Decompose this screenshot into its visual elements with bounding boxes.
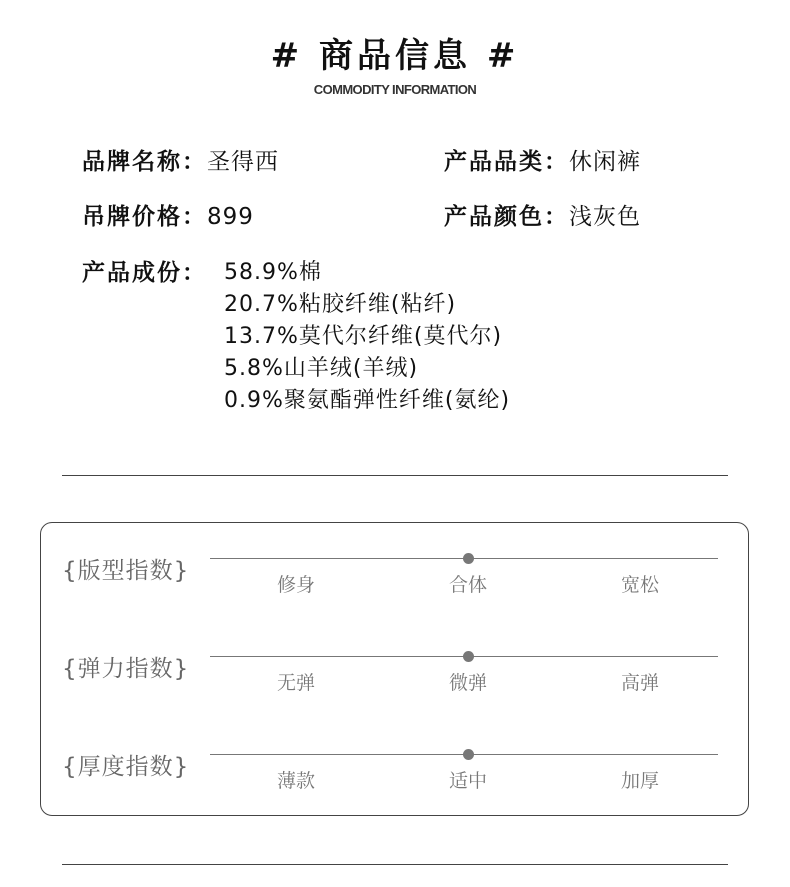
brand-value: 圣得西 (207, 149, 279, 175)
index-option: 微弹 (448, 672, 487, 694)
tag-price-label: 吊牌价格： (82, 204, 207, 230)
info-color (444, 201, 641, 233)
composition-item: 5.8%山羊绒(羊绒) (224, 356, 419, 381)
info-tag-price (82, 201, 254, 233)
index-option: 修身 (276, 574, 315, 596)
info-brand (82, 146, 279, 178)
category-value: 休闲裤 (569, 149, 641, 175)
index-option: 薄款 (276, 770, 315, 792)
tag-price-value: 899 (207, 204, 254, 230)
page-subtitle: COMMODITY INFORMATION (313, 82, 477, 97)
index-option: 无弹 (276, 672, 315, 694)
index-option: 宽松 (620, 574, 659, 596)
index-label-thickness: {厚度指数} (62, 754, 190, 780)
composition-item: 58.9%棉 (224, 260, 322, 285)
index-label-fit: {版型指数} (62, 558, 190, 584)
composition-item: 0.9%聚氨酯弹性纤维(氨纶) (224, 388, 511, 413)
color-label: 产品颜色： (444, 204, 569, 230)
index-option: 高弹 (620, 672, 659, 694)
index-marker-thickness (463, 749, 474, 760)
index-marker-elasticity (463, 651, 474, 662)
composition-item: 20.7%粘胶纤维(粘纤) (224, 292, 457, 317)
index-option: 合体 (448, 574, 487, 596)
info-category (444, 146, 641, 178)
composition-label: 产品成份： (82, 260, 207, 286)
index-label-elasticity: {弹力指数} (62, 656, 190, 682)
composition-list (224, 257, 510, 417)
composition-item: 13.7%莫代尔纤维(莫代尔) (224, 324, 503, 349)
index-marker-fit (463, 553, 474, 564)
color-value: 浅灰色 (569, 204, 641, 230)
brand-label: 品牌名称： (82, 149, 207, 175)
category-label: 产品品类： (444, 149, 569, 175)
index-option: 适中 (448, 770, 487, 792)
page-title: # 商品信息 # (270, 36, 520, 76)
divider-bottom (62, 864, 728, 865)
index-option: 加厚 (620, 770, 659, 792)
divider-top (62, 475, 728, 476)
